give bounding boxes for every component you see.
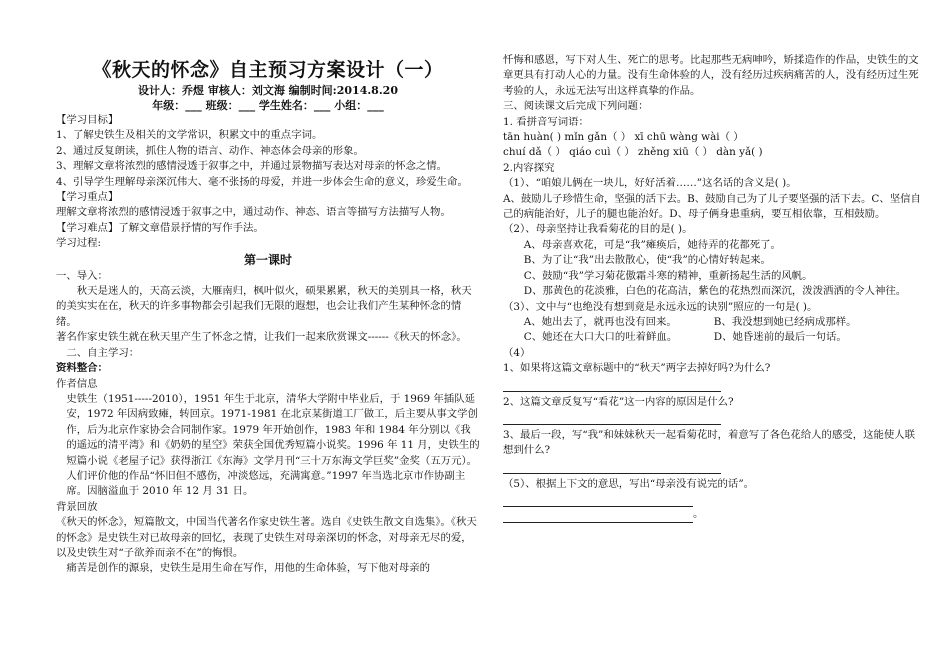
lesson-heading: 第一课时: [243, 252, 292, 267]
reading-header: 三、阅读课文后完成下列问题：: [503, 100, 649, 113]
question-3-options-row-2: [503, 330, 921, 345]
question-2-option-c: C、鼓励“我”学习菊花傲霜斗寒的精神，重新扬起生活的风帆。: [523, 269, 813, 282]
goal-1: 1、了解史铁生及相关的文学常识，积累文中的重点字词。: [56, 129, 323, 142]
key-header: 【学习重点】: [56, 191, 119, 204]
explore-header: 2.内容探究: [503, 161, 555, 174]
question-2-option-b: B、为了让“我”出去散散心，使“我”的心情好转起来。: [523, 254, 771, 267]
process-label: 学习过程:: [56, 237, 102, 250]
question-3: （3）、文中与“也绝没有想到竟是永远永远的诀别”照应的一句是( )。: [503, 300, 818, 313]
question-4-3: 3、最后一段，写“我”和妹妹秋天一起看菊花时，着意写了各色花给人的感受，这能使人联想到什么?: [503, 428, 916, 457]
page-title: 《秋天的怀念》自主预习方案设计（一）: [92, 60, 444, 81]
question-1: （1）、“咱娘儿俩在一块儿，好好活着……”这名话的含义是( )。: [503, 177, 797, 190]
question-4-label: （4）: [503, 346, 531, 359]
intro-header: 一、导入：: [56, 269, 108, 282]
goal-4: 4、引导学生理解母亲深沉伟大、毫不张扬的母爱，并进一步体会生命的意义，珍爱生命。: [56, 175, 468, 188]
question-2-option-a: A、母亲喜欢花，可是“我”瘫痪后，她待弄的花都死了。: [523, 238, 781, 251]
difficulty-text: 【学习难点】了解文章借景抒情的写作手法。: [56, 221, 264, 234]
intro-text-2: 著名作家史铁生就在秋天里产生了怀念之情，让我们一起来欣赏课文------《秋天的怀念》。: [56, 331, 467, 344]
question-4-2: 2、这篇文章反复写“看花”这一内容的原因是什么?: [503, 395, 734, 408]
question-2: （2）、母亲坚持让我看菊花的目的是( )。: [503, 223, 693, 236]
background-text: 《秋天的怀念》，短篇散文，中国当代著名作家史铁生著。选自《史铁生散文自选集》。《秋天的怀念》是史铁生对已故母亲的回忆，表现了史铁生对母亲深切的怀念，对母亲无尽的爱，以及史铁生对“子欲养而亲不在”的悔恨。: [56, 516, 477, 559]
pinyin-row-1: tān huàn( ) mǐn gǎn（ ） xī chū wàng wài（ ）: [503, 131, 744, 144]
answer-line-4-3[interactable]: [503, 459, 721, 474]
right-column: [503, 53, 921, 523]
intro-text: 秋天是迷人的，天高云淡，大雁南归，枫叶似火，硕果累累，秋天的美别具一格，秋天的美实实在在，秋天的许多事物都会引起我们无限的遐想，也会让我们产生某种怀念的情绪。: [56, 285, 472, 328]
student-info: 年级：___ 班级：___ 学生姓名：___ 小组：___: [152, 99, 384, 112]
question-3-option-d: D、她昏迷前的最后一句话。: [713, 331, 847, 344]
question-1-options: A、鼓励儿子珍惜生命，坚强的活下去。B、鼓励自己为了儿子要坚强的活下去。C、坚信自己的病能治好，儿子的腿也能治好。D、母子俩身患重病，要互相依靠，互相鼓励。: [503, 192, 921, 221]
answer-line-4-2[interactable]: [503, 410, 721, 425]
self-study-header: 二、自主学习：: [66, 346, 140, 359]
answer-line-5-1[interactable]: [503, 492, 693, 507]
question-2-option-d: D、那黄色的花淡雅，白色的花高洁，紫色的花热烈而深沉，泼泼洒洒的令人神往。: [523, 285, 907, 298]
question-3-option-c: C、她还在大口大口的吐着鲜血。: [523, 331, 678, 344]
question-5: （5）、根据上下文的意思，写出“母亲没有说完的话”。: [503, 477, 755, 490]
author-info: 设计人：乔煜 审核人：刘文海 编制时间:2014.8.20: [138, 84, 398, 97]
answer-line-4-1[interactable]: [503, 377, 721, 392]
answer-line-5-2-row: [503, 507, 921, 522]
pain-text: 痛苦是创作的源泉，史铁生是用生命在写作，用他的生命体验，写下他对母亲的: [66, 562, 431, 575]
left-column: [56, 0, 480, 577]
author-text: 史铁生（1951-----2010），1951 年生于北京，清华大学附中毕业后，于 1969 年插队延安，1972 年因病致瘫，转回京。1971-1981 在北京某街道工厂做工，后主要从事文学创作，后为北京作家协会合同制作家。1979 年开始创作，1983 年和 1984 年分别以《我的遥远的清平湾》和《奶奶的星空》荣获全国优秀短篇小说奖。1996 年 11 月，史铁生的短篇小说《老屋子记》获得浙江《东海》文学月刊“三十万东海文学巨奖”金奖（五万元）。人们评价他的作品“怀旧但不感伤，冲淡悠远，充满寓意。”1997 年当选北京市作协副主席。因脑溢血于 2010 年 12 月 31 日。: [66, 392, 480, 498]
continued-text: 忏悔和感恩，写下对人生、死亡的思考。比起那些无病呻吟，矫揉造作的作品，史铁生的文章更具有打动人心的力量。没有生命体验的人，没有经历过疾病痛苦的人，没有经历过生死考验的人，永远无法写出这样真挚的作品。: [503, 54, 919, 97]
goal-3: 3、理解文章将浓烈的感情浸透于叙事之中，并通过景物描写表达对母亲的怀念之情。: [56, 160, 448, 173]
end-period: 。: [693, 508, 704, 521]
question-4-1: 1、如果将这篇文章标题中的“秋天”两字去掉好吗?为什么?: [503, 362, 771, 375]
key-text: 理解文章将浓烈的感情浸透于叙事之中，通过动作、神态、语言等描写方法描写人物。: [56, 206, 451, 219]
pinyin-row-2: chuí dǎ（ ） qiáo cuì（ ） zhěng xiū（ ） dàn yǎ( ): [503, 146, 763, 159]
question-3-option-b: B、我没想到她已经病成那样。: [713, 315, 857, 328]
goal-2: 2、通过反复朗读，抓住人物的语言、动作、神态体会母亲的形象。: [56, 144, 364, 157]
author-header: 作者信息: [56, 377, 98, 390]
question-3-options-row-1: [503, 315, 921, 330]
goals-header: 【学习目标】: [56, 114, 119, 126]
material-header: 资料整合：: [56, 362, 108, 375]
answer-line-5-2[interactable]: [503, 508, 693, 523]
question-3-option-a: A、她出去了，就再也没有回来。: [523, 315, 677, 328]
background-header: 背景回放: [56, 500, 98, 513]
pinyin-header: 1. 看拼音写词语：: [503, 115, 589, 128]
